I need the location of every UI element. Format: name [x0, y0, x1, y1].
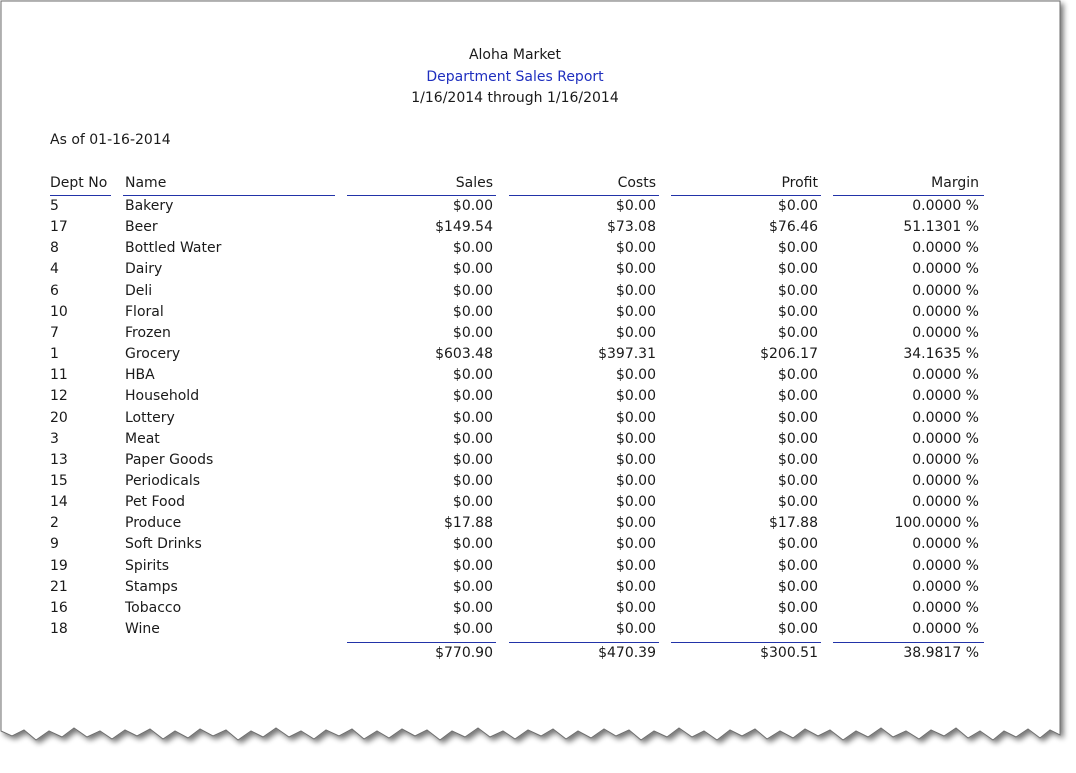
- header-underline-dept-no: [50, 195, 111, 196]
- total-margin: 38.9817 %: [903, 645, 979, 661]
- cell-profit: $0.00: [777, 409, 818, 426]
- cell-sales: $0.00: [452, 388, 493, 405]
- cell-margin: 0.0000 %: [912, 621, 979, 637]
- header-underline-sales: [347, 195, 496, 196]
- cell-costs: $0.00: [615, 451, 656, 468]
- table-row: [0, 452, 1000, 473]
- totals-row: [0, 645, 1000, 666]
- table-row: [0, 346, 1000, 367]
- cell-sales: $0.00: [452, 557, 493, 574]
- cell-profit: $0.00: [777, 621, 818, 637]
- cell-costs: $0.00: [615, 388, 656, 405]
- cell-name: Beer: [125, 219, 158, 236]
- cell-dept-no: 9: [50, 536, 59, 553]
- cell-margin: 34.1635 %: [903, 346, 979, 363]
- cell-profit: $76.46: [769, 219, 818, 236]
- header-underline-margin: [833, 195, 984, 196]
- cell-sales: $0.00: [452, 536, 493, 553]
- cell-sales: $0.00: [452, 261, 493, 278]
- header-underline-profit: [671, 195, 821, 196]
- cell-profit: $0.00: [777, 536, 818, 553]
- cell-dept-no: 10: [50, 303, 68, 320]
- cell-sales: $0.00: [452, 409, 493, 426]
- cell-sales: $149.54: [435, 219, 493, 236]
- cell-dept-no: 3: [50, 430, 59, 447]
- cell-profit: $0.00: [777, 282, 818, 299]
- cell-margin: 0.0000 %: [912, 409, 979, 426]
- cell-sales: $0.00: [452, 599, 493, 616]
- date-range: 1/16/2014 through 1/16/2014: [411, 90, 619, 106]
- cell-margin: 0.0000 %: [912, 536, 979, 553]
- cell-costs: $0.00: [615, 367, 656, 384]
- column-header-costs: Costs: [617, 175, 656, 191]
- totals-rule-profit: [671, 642, 821, 643]
- table-row: [0, 198, 1000, 219]
- cell-name: Meat: [125, 430, 160, 447]
- header-underline-costs: [509, 195, 659, 196]
- cell-profit: $0.00: [777, 303, 818, 320]
- cell-dept-no: 5: [50, 198, 59, 214]
- cell-costs: $0.00: [615, 472, 656, 489]
- cell-costs: $397.31: [598, 346, 656, 363]
- cell-costs: $0.00: [615, 578, 656, 595]
- cell-margin: 0.0000 %: [912, 198, 979, 214]
- company-name: Aloha Market: [468, 47, 562, 63]
- cell-sales: $0.00: [452, 240, 493, 257]
- table-row: [0, 261, 1000, 282]
- cell-name: Deli: [125, 282, 153, 299]
- cell-margin: 0.0000 %: [912, 599, 979, 616]
- cell-profit: $0.00: [777, 240, 818, 257]
- total-costs: $470.39: [598, 645, 656, 661]
- cell-profit: $0.00: [777, 198, 818, 214]
- cell-sales: $0.00: [452, 282, 493, 299]
- cell-profit: $0.00: [777, 430, 818, 447]
- cell-name: HBA: [125, 367, 155, 384]
- cell-name: Tobacco: [125, 599, 182, 616]
- table-row: [0, 283, 1000, 304]
- cell-profit: $0.00: [777, 578, 818, 595]
- cell-profit: $0.00: [777, 494, 818, 511]
- cell-dept-no: 4: [50, 261, 59, 278]
- cell-margin: 0.0000 %: [912, 578, 979, 595]
- cell-dept-no: 20: [50, 409, 68, 426]
- cell-name: Lottery: [125, 409, 175, 426]
- cell-name: Soft Drinks: [125, 536, 202, 553]
- cell-dept-no: 14: [50, 494, 68, 511]
- cell-dept-no: 17: [50, 219, 68, 236]
- cell-dept-no: 2: [50, 515, 59, 532]
- cell-margin: 100.0000 %: [894, 515, 979, 532]
- table-row: [0, 240, 1000, 261]
- table-row: [0, 621, 1000, 642]
- cell-margin: 0.0000 %: [912, 472, 979, 489]
- column-header-margin: Margin: [931, 175, 979, 191]
- table-row: [0, 431, 1000, 452]
- cell-profit: $0.00: [777, 388, 818, 405]
- cell-name: Spirits: [125, 557, 170, 574]
- cell-name: Stamps: [125, 578, 178, 595]
- cell-sales: $0.00: [452, 430, 493, 447]
- cell-margin: 0.0000 %: [912, 388, 979, 405]
- cell-margin: 0.0000 %: [912, 367, 979, 384]
- cell-costs: $0.00: [615, 198, 656, 214]
- cell-dept-no: 8: [50, 240, 59, 257]
- cell-dept-no: 11: [50, 367, 68, 384]
- cell-costs: $0.00: [615, 515, 656, 532]
- cell-margin: 0.0000 %: [912, 430, 979, 447]
- cell-name: Wine: [125, 621, 160, 637]
- cell-sales: $17.88: [444, 515, 493, 532]
- table-row: [0, 494, 1000, 515]
- cell-costs: $0.00: [615, 261, 656, 278]
- column-header-name: Name: [125, 175, 167, 191]
- cell-dept-no: 18: [50, 621, 68, 637]
- cell-name: Floral: [125, 303, 164, 320]
- cell-profit: $0.00: [777, 472, 818, 489]
- total-profit: $300.51: [760, 645, 818, 661]
- column-header-profit: Profit: [781, 175, 818, 191]
- cell-costs: $0.00: [615, 240, 656, 257]
- cell-sales: $0.00: [452, 198, 493, 214]
- cell-dept-no: 16: [50, 599, 68, 616]
- cell-name: Paper Goods: [125, 451, 214, 468]
- cell-costs: $0.00: [615, 303, 656, 320]
- cell-sales: $0.00: [452, 621, 493, 637]
- table-row: [0, 219, 1000, 240]
- cell-costs: $0.00: [615, 621, 656, 637]
- cell-sales: $0.00: [452, 451, 493, 468]
- cell-margin: 0.0000 %: [912, 261, 979, 278]
- cell-name: Produce: [125, 515, 182, 532]
- cell-profit: $0.00: [777, 261, 818, 278]
- cell-margin: 0.0000 %: [912, 240, 979, 257]
- report-title: Department Sales Report: [426, 69, 604, 85]
- cell-dept-no: 13: [50, 451, 68, 468]
- table-row: [0, 410, 1000, 431]
- cell-name: Pet Food: [125, 494, 186, 511]
- cell-name: Household: [125, 388, 200, 405]
- cell-costs: $0.00: [615, 324, 656, 341]
- cell-name: Bakery: [125, 198, 174, 214]
- cell-costs: $0.00: [615, 494, 656, 511]
- table-row: [0, 388, 1000, 409]
- cell-sales: $0.00: [452, 578, 493, 595]
- cell-sales: $603.48: [435, 346, 493, 363]
- cell-profit: $0.00: [777, 367, 818, 384]
- cell-margin: 0.0000 %: [912, 303, 979, 320]
- cell-sales: $0.00: [452, 367, 493, 384]
- cell-name: Periodicals: [125, 472, 201, 489]
- cell-profit: $0.00: [777, 599, 818, 616]
- cell-profit: $0.00: [777, 451, 818, 468]
- table-row: [0, 304, 1000, 325]
- cell-costs: $0.00: [615, 536, 656, 553]
- table-row: [0, 515, 1000, 536]
- cell-costs: $0.00: [615, 430, 656, 447]
- table-row: [0, 325, 1000, 346]
- as-of-date: As of 01-16-2014: [50, 132, 171, 148]
- cell-sales: $0.00: [452, 324, 493, 341]
- totals-rule-costs: [509, 642, 659, 643]
- header-underline-name: [123, 195, 335, 196]
- cell-dept-no: 19: [50, 557, 68, 574]
- cell-name: Bottled Water: [125, 240, 222, 257]
- cell-profit: $206.17: [760, 346, 818, 363]
- cell-costs: $0.00: [615, 557, 656, 574]
- cell-sales: $0.00: [452, 303, 493, 320]
- totals-rule-margin: [833, 642, 984, 643]
- cell-dept-no: 21: [50, 578, 68, 595]
- cell-sales: $0.00: [452, 494, 493, 511]
- cell-margin: 0.0000 %: [912, 494, 979, 511]
- cell-dept-no: 12: [50, 388, 68, 405]
- table-row: [0, 473, 1000, 494]
- cell-costs: $73.08: [607, 219, 656, 236]
- cell-profit: $0.00: [777, 324, 818, 341]
- cell-sales: $0.00: [452, 472, 493, 489]
- column-header-dept-no: Dept No: [50, 175, 108, 191]
- total-sales: $770.90: [435, 645, 493, 661]
- cell-name: Dairy: [125, 261, 163, 278]
- cell-dept-no: 1: [50, 346, 59, 363]
- table-row: [0, 536, 1000, 557]
- cell-costs: $0.00: [615, 599, 656, 616]
- cell-profit: $17.88: [769, 515, 818, 532]
- table-row: [0, 600, 1000, 621]
- column-header-sales: Sales: [455, 175, 493, 191]
- cell-dept-no: 6: [50, 282, 59, 299]
- cell-profit: $0.00: [777, 557, 818, 574]
- cell-name: Frozen: [125, 324, 171, 341]
- cell-margin: 0.0000 %: [912, 282, 979, 299]
- table-row: [0, 367, 1000, 388]
- cell-margin: 0.0000 %: [912, 557, 979, 574]
- totals-rule-sales: [347, 642, 496, 643]
- cell-name: Grocery: [125, 346, 181, 363]
- cell-margin: 51.1301 %: [903, 219, 979, 236]
- cell-dept-no: 7: [50, 324, 59, 341]
- cell-dept-no: 15: [50, 472, 68, 489]
- cell-margin: 0.0000 %: [912, 324, 979, 341]
- cell-costs: $0.00: [615, 409, 656, 426]
- cell-margin: 0.0000 %: [912, 451, 979, 468]
- cell-costs: $0.00: [615, 282, 656, 299]
- table-row: [0, 579, 1000, 600]
- table-row: [0, 558, 1000, 579]
